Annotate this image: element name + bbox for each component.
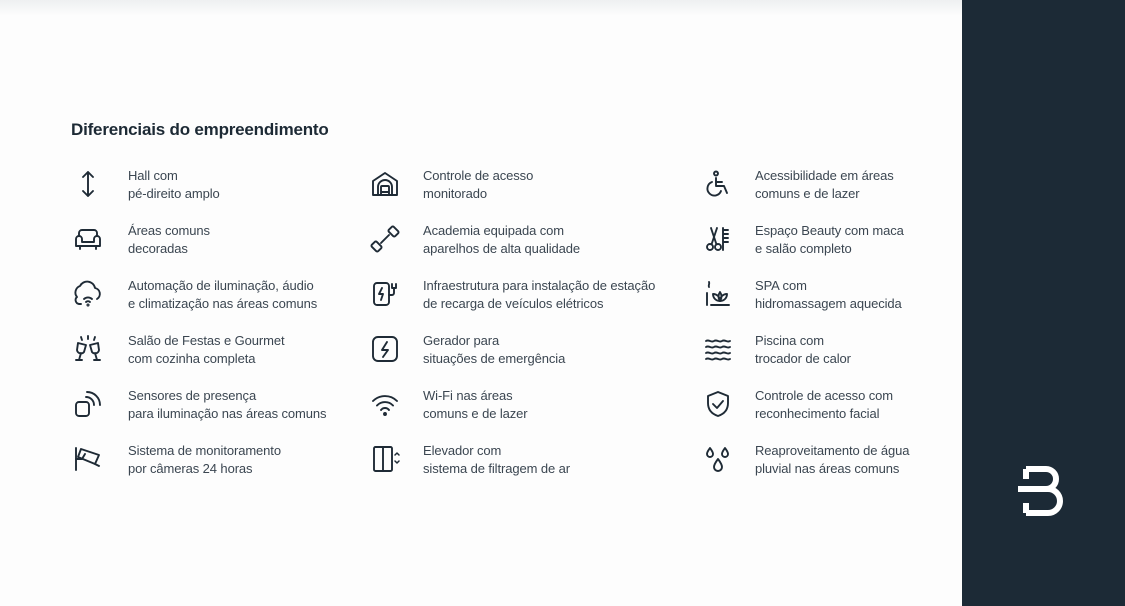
water-waves-icon (703, 334, 733, 364)
toast-glasses-icon (73, 334, 103, 364)
feature-item (73, 169, 333, 213)
feature-text: Espaço Beauty com maca e salão completo (755, 223, 904, 256)
sofa-icon (73, 224, 103, 254)
section-title: Diferenciais do empreendimento (71, 120, 329, 139)
feature-text: SPA com hidromassagem aquecida (755, 278, 902, 311)
feature-text: Controle de acesso com reconhecimento facial (755, 388, 893, 421)
feature-item (703, 389, 933, 433)
spa-lotus-icon (703, 279, 733, 309)
smart-home-icon (73, 279, 103, 309)
brand-b-logo-icon (1014, 463, 1070, 517)
feature-text: Reaproveitamento de água pluvial nas áreas comuns (755, 443, 910, 476)
feature-item (703, 334, 933, 378)
dumbbell-icon (370, 224, 400, 254)
wheelchair-icon (703, 169, 733, 199)
feature-text: Elevador com sistema de filtragem de ar (423, 443, 570, 476)
wifi-icon (370, 389, 400, 419)
feature-text: Automação de iluminação, áudio e climatização nas áreas comuns (128, 278, 318, 311)
feature-item (703, 169, 933, 213)
feature-text: Controle de acesso monitorado (423, 168, 534, 201)
feature-item (73, 389, 353, 433)
water-drops-icon (703, 444, 733, 474)
feature-item (370, 444, 670, 488)
feature-item (73, 224, 333, 268)
feature-item (370, 279, 670, 323)
garage-access-icon (370, 169, 400, 199)
feature-text: Sistema de monitoramento por câmeras 24 horas (128, 443, 281, 476)
feature-text: Hall com pé-direito amplo (128, 168, 220, 201)
presence-sensor-icon (73, 389, 103, 419)
feature-item (703, 224, 933, 268)
ev-charger-icon (370, 279, 400, 309)
feature-item (73, 279, 353, 323)
brand-sidebar (962, 0, 1125, 606)
feature-text: Gerador para situações de emergência (423, 333, 566, 366)
feature-item (703, 279, 933, 323)
feature-text: Wi-Fi nas áreas comuns e de lazer (423, 388, 528, 421)
feature-item (370, 224, 670, 268)
feature-item (703, 444, 933, 488)
elevator-icon (370, 444, 400, 474)
top-shadow (0, 0, 962, 16)
feature-text: Piscina com trocador de calor (755, 333, 851, 366)
feature-text: Academia equipada com aparelhos de alta qualidade (423, 223, 581, 256)
arrows-vertical-icon (73, 169, 103, 199)
feature-item (370, 334, 670, 378)
feature-item (370, 389, 670, 433)
generator-bolt-icon (370, 334, 400, 364)
feature-text: Infraestrutura para instalação de estação de recarga de veículos elétricos (423, 278, 656, 311)
feature-item (73, 444, 333, 488)
feature-text: Salão de Festas e Gourmet com cozinha completa (128, 333, 285, 366)
feature-text: Acessibilidade em áreas comuns e de lazer (755, 168, 894, 201)
feature-item (370, 169, 670, 213)
scissors-comb-icon (703, 224, 733, 254)
shield-check-icon (703, 389, 733, 419)
feature-text: Sensores de presença para iluminação nas áreas comuns (128, 388, 327, 421)
feature-item (73, 334, 333, 378)
feature-text: Áreas comuns decoradas (128, 223, 210, 256)
security-camera-icon (73, 444, 103, 474)
